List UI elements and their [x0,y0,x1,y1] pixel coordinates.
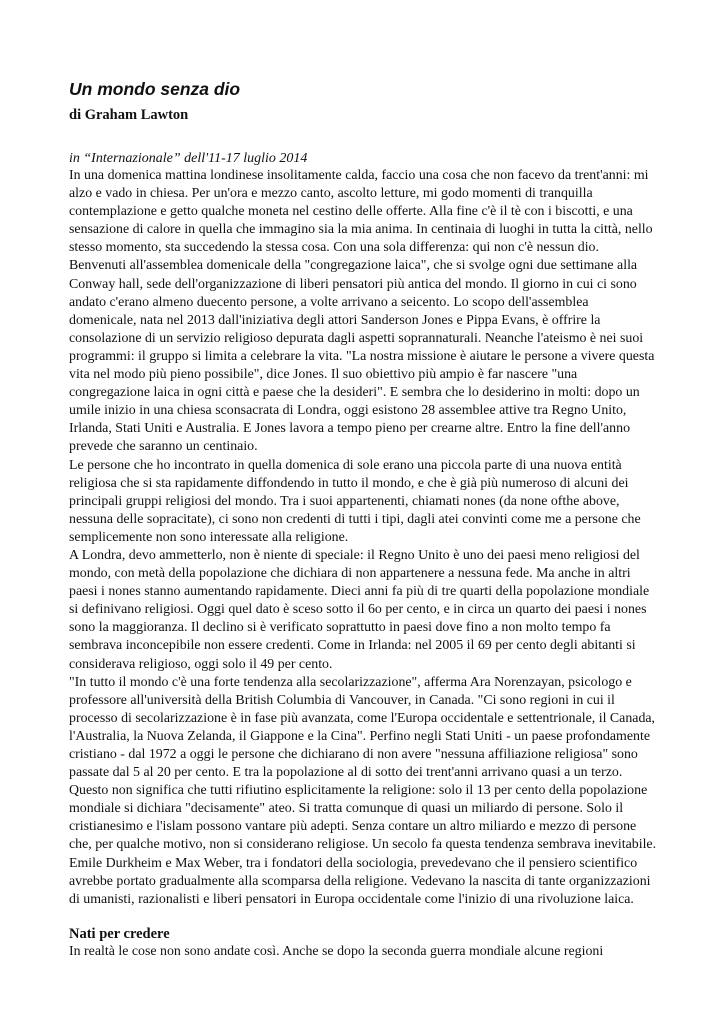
paragraph-4: "In tutto il mondo c'è una forte tendenza alla secolarizzazione", afferma Ara Norenzayan, psicologo e professore all'università della British Columbia di Vancouver, in Canada. "Ci sono regioni in cui il processo di secolarizzazione è in fase più avanzata, come l'Europa occidentale e settentrionale, il Canada, l'Australia, la Nuova Zelanda, il Giappone e la Cina". Perfino negli Stati Uniti - un paese profondamente cristiano - dal 1972 a oggi le persone che dichiarano di non avere "nessuna affiliazione religiosa" sono passate dal 5 al 20 per cento. E tra la popolazione al di sotto dei trent'anni arrivano quasi a un terzo. [69,674,656,781]
paragraph-3: A Londra, devo ammetterlo, non è niente di speciale: il Regno Unito è uno dei paesi meno religiosi del mondo, con metà della popolazione che dichiara di non appartenere a nessuna fede. Ma anche in altri paesi i nones stanno aumentando rapidamente. Dieci anni fa più di tre quarti della popolazione mondiale si definivano religiosi. Oggi quel dato è sceso sotto il 6o per cento, e in circa un quarto dei paesi i nones sono la maggioranza. Il declino si è verificato soprattutto in paesi dove fino a non molto tempo fa sembrava inconcepibile non essere credenti. Come in Irlanda: nel 2005 il 69 per cento degli abitanti si considerava religioso, oggi solo il 49 per cento. [69,547,650,672]
article-author: di Graham Lawton [69,107,189,123]
section-heading: Nati per credere [69,925,170,942]
paragraph-1: In una domenica mattina londinese insolitamente calda, faccio una cosa che non facevo da trent'anni: mi alzo e vado in chiesa. Per un'ora e mezzo canto, ascolto letture, mi godo momenti di tranquilla contemplazione e getto qualche moneta nel cestino delle offerte. Alla fine c'è il tè con i biscotti, e una sensazione di calore in quella che immagino sia la mia anima. In centinaia di luoghi in tutta la città, nello stesso momento, sta succedendo la stessa cosa. Con una sola differenza: qui non c'è nessun dio. Benvenuti all'assemblea domenicale della "congregazione laica", che si svolge ogni due settimane alla Conway hall, sede dell'organizzazione di liberi pensatori più antica del mondo. Il giorno in cui ci sono andato c'erano almeno duecento persone, a volte arrivano a seicento. Lo scopo dell'assemblea domenicale, nata nel 2013 dall'iniziativa degli attori Sanderson Jones e Pippa Evans, è offrire la consolazione di un servizio religioso depurata dagli aspetti soprannaturali. Neanche l'ateismo è nei suoi programmi: il gruppo si limita a celebrare la vita. "La nostra missione è aiutare le persone a vivere questa vita nel modo più pieno possibile", dice Jones. Il suo obiettivo più ampio è far nascere "una congregazione laica in ogni città e paese che la desideri". E sembra che lo desiderino in molti: dopo un umile inizio in una chiesa sconsacrata di Londra, oggi esistono 28 assemblee attive tra Regno Unito, Irlanda, Stati Uniti e Australia. E Jones lavora a tempo pieno per crearne altre. Entro la fine dell'anno prevede che saranno un centinaio. [69,168,655,455]
article-title: Un mondo senza dio [69,79,241,99]
paragraph-6: In realtà le cose non sono andate così. Anche se dopo la seconda guerra mondiale alcune regioni [69,943,604,959]
article [69,78,659,961]
paragraph-5: Questo non significa che tutti rifiutino esplicitamente la religione: solo il 13 per cento della popolazione mondiale si dichiara "decisamente" ateo. Si tratta comunque di quasi un miliardo di persone. Solo il cristianesimo e l'islam possono vantare più adepti. Senza contare un altro miliardo e mezzo di persone che, per qualche motivo, non si considerano religiose. Un secolo fa questa tendenza sembrava inevitabile. Emile Durkheim e Max Weber, tra i fondatori della sociologia, prevedevano che il pensiero scientifico avrebbe portato gradualmente alla scomparsa della religione. Vedevano la nascita di tante organizzazioni di umanisti, razionalisti e liberi pensatori in Europa occidentale come l'inizio di una rivoluzione laica. [69,783,657,907]
article-source: in “Internazionale” dell'11-17 luglio 2014 [69,151,308,166]
paragraph-2: Le persone che ho incontrato in quella domenica di sole erano una piccola parte di una nuova entità religiosa che si sta rapidamente diffondendo in tutto il mondo, e che è già più numeroso di alcuni dei principali gruppi religiosi del mondo. Tra i suoi appartenenti, chiamati nones (da none ofthe above, nessuna delle sopracitate), ci sono non credenti di tutti i tipi, dagli atei convinti come me a persone che semplicemente non sono interessate alla religione. [69,457,641,545]
